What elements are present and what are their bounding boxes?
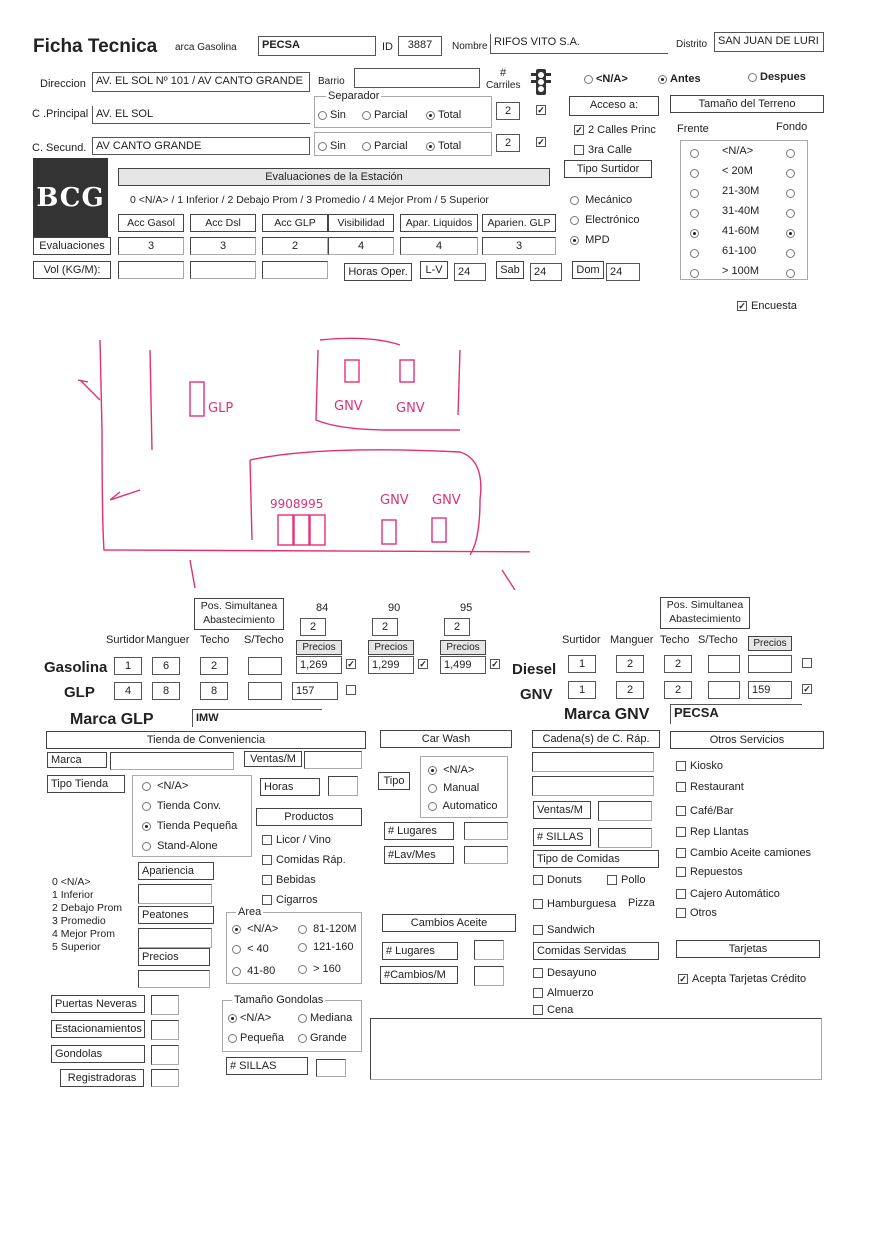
tarjetas-check[interactable]: ✓ Acepta Tarjetas Crédito <box>679 973 807 985</box>
gasolina-header-3: S/Techo <box>244 634 284 646</box>
sketch-gnv-text-3: GNV <box>380 493 409 508</box>
horas-oper-label: Horas Oper. <box>344 263 412 281</box>
terreno-frente-radio-0[interactable] <box>690 147 702 159</box>
gasolina-price-0[interactable]: 1,269 <box>296 656 342 674</box>
diesel-header-2: Techo <box>660 634 690 646</box>
terreno-frente-radio-3[interactable] <box>690 207 702 219</box>
tamano-gondolas-label: Tamaño Gondolas <box>234 994 324 1006</box>
registradoras-field[interactable] <box>151 1069 179 1087</box>
barrio-field[interactable] <box>354 68 480 88</box>
carriles-secund-check[interactable]: ✓ <box>537 137 545 148</box>
otros-servicio-check-7[interactable]: Otros <box>676 907 717 919</box>
pollo-check[interactable]: Pollo <box>607 874 645 886</box>
gasolina-row-label: Gasolina <box>44 659 108 676</box>
apariencia-label: Apariencia <box>138 862 214 880</box>
terreno-frente-radio-6[interactable] <box>690 267 702 279</box>
cambios-mes-field[interactable] <box>474 966 504 986</box>
diesel-header-1: Manguer <box>610 634 654 646</box>
lv-label: L-V <box>420 261 448 279</box>
traffic-light-icon <box>530 68 552 96</box>
gnv-price-check[interactable]: ✓ <box>803 684 811 695</box>
gondola-grande-radio[interactable]: Grande <box>298 1032 347 1044</box>
sketch-glp-text: GLP <box>208 401 234 416</box>
dom-field[interactable]: 24 <box>606 263 640 281</box>
tipo-tienda-radio-2[interactable]: Tienda Pequeña <box>142 820 237 832</box>
diesel-cell-0[interactable]: 1 <box>568 655 596 673</box>
bcg-logo: BCG <box>33 158 108 238</box>
car-wash-automatico-radio[interactable]: Automatico <box>428 800 497 812</box>
gasolina-cell-0[interactable]: 1 <box>114 657 142 675</box>
hamburguesa-check[interactable]: Hamburguesa <box>533 898 616 910</box>
sab-field[interactable]: 24 <box>530 263 562 281</box>
scale-item-5: 5 Superior <box>52 941 101 953</box>
terreno-frente-radio-4[interactable] <box>690 227 702 239</box>
marca-gnv-field[interactable]: PECSA <box>670 704 802 724</box>
gondolas-field[interactable] <box>151 1045 179 1065</box>
tipo-tienda-radio-0[interactable]: <N/A> <box>142 780 188 792</box>
c-principal-field[interactable]: AV. EL SOL <box>92 106 310 124</box>
estacionamientos-label: Estacionamientos <box>51 1020 145 1038</box>
tamano-gondolas-group <box>222 1000 362 1052</box>
pizza-label: Pizza <box>628 897 655 909</box>
carriles-principal-field[interactable]: 2 <box>496 102 520 120</box>
diesel-pos-label: Pos. Simultanea Abastecimiento <box>660 597 750 629</box>
peatones-label: Peatones <box>138 906 214 924</box>
diesel-cell-2[interactable]: 2 <box>664 655 692 673</box>
horas-label: Horas <box>260 778 320 796</box>
area-radio-3[interactable]: 121-160 <box>298 941 353 953</box>
cadena-sillas-field[interactable] <box>598 828 652 848</box>
eval-value-4[interactable]: 4 <box>400 237 478 255</box>
desayuno-check[interactable]: Desayuno <box>533 967 597 979</box>
separador-total-radio-1[interactable]: Total <box>426 109 461 121</box>
puertas-field[interactable] <box>151 995 179 1015</box>
tipo-tienda-label: Tipo Tienda <box>47 775 125 793</box>
cambios-mes-label: #Cambios/M <box>380 966 458 984</box>
area-radio-2[interactable]: < 40 <box>232 943 269 955</box>
terreno-fondo-radio-6[interactable] <box>786 267 798 279</box>
encuesta-check[interactable]: ✓ Encuesta <box>738 300 797 312</box>
diesel-header-0: Surtidor <box>562 634 601 646</box>
tienda-title: Tienda de Conveniencia <box>46 731 366 749</box>
gasolina-price-check-2[interactable]: ✓ <box>491 659 499 670</box>
c-principal-label: C .Principal <box>32 108 89 120</box>
cadena-title: Cadena(s) de C. Ráp. <box>532 730 660 748</box>
surtidor-mpd-radio[interactable]: MPD <box>570 234 610 246</box>
terreno-option-label-1: < 20M <box>722 165 753 177</box>
otros-servicio-check-5[interactable]: Repuestos <box>676 866 743 878</box>
tienda-ventas-field[interactable] <box>304 751 362 769</box>
area-label: Area <box>238 906 262 918</box>
producto-check-2[interactable]: Bebidas <box>262 874 316 886</box>
gondola-pequena-radio[interactable]: Pequeña <box>228 1032 284 1044</box>
precios-field[interactable] <box>138 970 210 988</box>
gasolina-pos-label: Pos. Simultanea Abastecimiento <box>194 598 284 630</box>
diesel-cell-3[interactable] <box>708 655 740 673</box>
cambios-lugares-field[interactable] <box>474 940 504 960</box>
surtidor-mecanico-radio[interactable]: Mecánico <box>570 194 632 206</box>
eval-col-5[interactable]: Aparien. GLP <box>482 214 556 232</box>
terreno-fondo-radio-0[interactable] <box>786 147 798 159</box>
separador-parcial-radio-1[interactable]: Parcial <box>362 109 408 121</box>
eval-col-4[interactable]: Apar. Liquidos <box>400 214 478 232</box>
cadena-field-2[interactable] <box>532 776 654 796</box>
gasolina-precios-label-2: Precios <box>440 640 486 655</box>
terreno-option-label-5: 61-100 <box>722 245 757 257</box>
otros-servicio-check-0[interactable]: Kiosko <box>676 760 723 772</box>
sketch-gnv-text-2: GNV <box>396 401 425 416</box>
gasolina-precios-label-1: Precios <box>368 640 414 655</box>
area-radio-4[interactable]: 41-80 <box>232 965 275 977</box>
octane-label-2: 95 <box>460 602 473 614</box>
timing-antes-radio[interactable]: Antes <box>658 73 701 85</box>
evaluaciones-label: Evaluaciones <box>33 237 111 255</box>
cadena-field-1[interactable] <box>532 752 654 772</box>
sketch-number-text: 9908995 <box>270 497 324 511</box>
area-radio-5[interactable]: > 160 <box>298 963 341 975</box>
apariencia-field[interactable] <box>138 884 212 904</box>
cadena-sillas-label: # SILLAS <box>533 828 591 846</box>
comidas-servidas-label: Comidas Servidas <box>533 942 659 960</box>
gasolina-price-2[interactable]: 1,499 <box>440 656 486 674</box>
tipo-tienda-radio-3[interactable]: Stand-Alone <box>142 840 218 852</box>
eval-value-3[interactable]: 4 <box>328 237 394 255</box>
gnv-cell-1[interactable]: 2 <box>616 681 644 699</box>
registradoras-label: Registradoras <box>60 1069 144 1087</box>
marca-gasolina-label: arca Gasolina <box>175 42 237 53</box>
terreno-frente-radio-1[interactable] <box>690 167 702 179</box>
cadena-ventas-label: Ventas/M <box>533 801 591 819</box>
gnv-cell-0[interactable]: 1 <box>568 681 596 699</box>
tienda-marca-field[interactable] <box>110 752 234 770</box>
timing-despues-radio[interactable]: Despues <box>748 71 806 83</box>
eval-col-1[interactable]: Acc Dsl <box>190 214 256 232</box>
separador-parcial-radio-2[interactable]: Parcial <box>362 140 408 152</box>
glp-cell-2[interactable]: 8 <box>200 682 228 700</box>
scale-item-1: 1 Inferior <box>52 889 94 901</box>
distrito-label: Distrito <box>676 39 708 50</box>
producto-check-3[interactable]: Cigarros <box>262 894 318 906</box>
area-radio-0[interactable]: <N/A> <box>232 923 278 935</box>
vol-field-3[interactable] <box>262 261 328 279</box>
car-wash-lav-field[interactable] <box>464 846 508 864</box>
terreno-fondo-radio-1[interactable] <box>786 167 798 179</box>
sillas-label: # SILLAS <box>226 1057 308 1075</box>
terreno-option-label-0: <N/A> <box>722 145 754 157</box>
gasolina-cell-1[interactable]: 6 <box>152 657 180 675</box>
sab-label: Sab <box>496 261 524 279</box>
c-secund-field[interactable]: AV CANTO GRANDE <box>92 137 310 155</box>
gasolina-cell-2[interactable]: 2 <box>200 657 228 675</box>
terreno-fondo-radio-3[interactable] <box>786 207 798 219</box>
dom-label: Dom <box>572 261 604 279</box>
producto-check-1[interactable]: Comidas Ráp. <box>262 854 346 866</box>
gasolina-price-check-1[interactable]: ✓ <box>419 659 427 670</box>
otros-servicio-check-3[interactable]: Rep Llantas <box>676 826 749 838</box>
terreno-option-label-6: > 100M <box>722 265 759 277</box>
terreno-button[interactable]: Tamaño del Terreno <box>670 95 824 113</box>
tipo-surtidor-button[interactable]: Tipo Surtidor <box>564 160 652 178</box>
car-wash-lugares-label: # Lugares <box>384 822 454 840</box>
carriles-secund-field[interactable]: 2 <box>496 134 520 152</box>
cambios-aceite-title: Cambios Aceite <box>382 914 516 932</box>
almuerzo-check[interactable]: Almuerzo <box>533 987 593 999</box>
gnv-row-label: GNV <box>520 686 553 703</box>
puertas-label: Puertas Neveras <box>51 995 145 1013</box>
separador-label: Separador <box>328 90 380 102</box>
marca-glp-field[interactable]: IMW <box>192 709 322 727</box>
gasolina-header-2: Techo <box>200 634 230 646</box>
carriles-principal-check[interactable]: ✓ <box>537 105 545 116</box>
tarjetas-title: Tarjetas <box>676 940 820 958</box>
eval-value-5[interactable]: 3 <box>482 237 556 255</box>
gasolina-pos-value-2[interactable]: 2 <box>444 618 470 636</box>
terreno-option-label-4: 41-60M <box>722 225 760 237</box>
gnv-cell-2[interactable]: 2 <box>664 681 692 699</box>
gasolina-price-check-0[interactable]: ✓ <box>347 659 355 670</box>
gasolina-header-0: Surtidor <box>106 634 145 646</box>
car-wash-lugares-field[interactable] <box>464 822 508 840</box>
marca-gnv-label: Marca GNV <box>564 706 650 723</box>
evaluaciones-scale: 0 <N/A> / 1 Inferior / 2 Debajo Prom / 3 Promedio / 4 Mejor Prom / 5 Superior <box>130 194 489 206</box>
carriles-hash: # <box>500 67 507 79</box>
marca-glp-label: Marca GLP <box>70 711 154 728</box>
notes-field[interactable] <box>370 1018 822 1080</box>
cambios-lugares-label: # Lugares <box>382 942 458 960</box>
glp-cell-3[interactable] <box>248 682 282 700</box>
octane-label-1: 90 <box>388 602 401 614</box>
terreno-frente-radio-2[interactable] <box>690 187 702 199</box>
eval-value-1[interactable]: 3 <box>190 237 256 255</box>
sillas-field[interactable] <box>316 1059 346 1077</box>
terreno-fondo-radio-2[interactable] <box>786 187 798 199</box>
gondola-mediana-radio[interactable]: Mediana <box>298 1012 352 1024</box>
gondola-na-radio[interactable]: <N/A> <box>228 1012 271 1024</box>
otros-servicio-check-2[interactable]: Café/Bar <box>676 805 733 817</box>
glp-cell-0[interactable]: 4 <box>114 682 142 700</box>
frente-label: Frente <box>677 123 709 135</box>
terreno-option-label-3: 31-40M <box>722 205 760 217</box>
productos-label: Productos <box>256 808 362 826</box>
glp-row-label: GLP <box>64 684 95 701</box>
sandwich-check[interactable]: Sandwich <box>533 924 595 936</box>
terreno-fondo-radio-5[interactable] <box>786 247 798 259</box>
scale-item-0: 0 <N/A> <box>52 876 91 888</box>
donuts-check[interactable]: Donuts <box>533 874 582 886</box>
tipo-comidas-label: Tipo de Comidas <box>533 850 659 868</box>
nombre-field[interactable]: RIFOS VITO S.A. <box>490 34 668 54</box>
diesel-cell-1[interactable]: 2 <box>616 655 644 673</box>
c-secund-label: C. Secund. <box>32 142 87 154</box>
surtidor-electronico-radio[interactable]: Electrónico <box>570 214 639 226</box>
acceso-button[interactable]: Acceso a: <box>569 96 659 116</box>
gnv-price[interactable]: 159 <box>748 681 792 699</box>
acceso-2calles-check[interactable]: ✓ 2 Calles Princ <box>575 124 656 136</box>
estacionamientos-field[interactable] <box>151 1020 179 1040</box>
sketch-glp-box <box>190 382 204 416</box>
cena-check[interactable]: Cena <box>533 1004 573 1016</box>
carriles-label: Carriles <box>486 80 521 91</box>
distrito-field[interactable]: SAN JUAN DE LURI <box>714 32 824 52</box>
marca-gasolina-field[interactable]: PECSA <box>258 36 376 56</box>
area-radio-1[interactable]: 81-120M <box>298 923 356 935</box>
scale-item-4: 4 Mejor Prom <box>52 928 116 940</box>
gasolina-cell-3[interactable] <box>248 657 282 675</box>
glp-cell-1[interactable]: 8 <box>152 682 180 700</box>
eval-value-0[interactable]: 3 <box>118 237 184 255</box>
scale-item-3: 3 Promedio <box>52 915 106 927</box>
marca-label: Marca <box>47 752 107 768</box>
gasolina-header-1: Manguer <box>146 634 190 646</box>
separador-sin-radio-2[interactable]: Sin <box>318 140 346 152</box>
nombre-label: Nombre <box>452 41 488 52</box>
scale-item-2: 2 Debajo Prom <box>52 902 123 914</box>
separador-total-radio-2[interactable]: Total <box>426 140 461 152</box>
otros-servicio-check-6[interactable]: Cajero Automático <box>676 888 780 900</box>
otros-servicios-title: Otros Servicios <box>670 731 824 749</box>
acceso-3racalle-check[interactable]: 3ra Calle <box>574 144 632 156</box>
timing-na-radio[interactable]: <N/A> <box>584 73 628 85</box>
sketch-gnv-text-4: GNV <box>432 493 461 508</box>
evaluaciones-title: Evaluaciones de la Estación <box>118 168 550 186</box>
peatones-field[interactable] <box>138 928 212 948</box>
gasolina-precios-label-0: Precios <box>296 640 342 655</box>
car-wash-manual-radio[interactable]: Manual <box>428 782 479 794</box>
gasolina-pos-value-1[interactable]: 2 <box>372 618 398 636</box>
eval-col-2[interactable]: Acc GLP <box>262 214 328 232</box>
id-label: ID <box>382 41 393 53</box>
direccion-label: Direccion <box>40 78 86 90</box>
diesel-price[interactable] <box>748 655 792 673</box>
producto-check-0[interactable]: Licor / Vino <box>262 834 331 846</box>
tipo-tienda-radio-1[interactable]: Tienda Conv. <box>142 800 221 812</box>
diesel-row-label: Diesel <box>512 661 557 678</box>
tienda-ventas-label: Ventas/M <box>244 751 302 767</box>
vol-field-2[interactable] <box>190 261 256 279</box>
car-wash-tipo-label: Tipo <box>378 772 410 790</box>
handwritten-site-sketch <box>60 320 530 590</box>
eval-col-3[interactable]: Visibilidad <box>328 214 394 232</box>
cadena-ventas-field[interactable] <box>598 801 652 821</box>
sketch-outline <box>100 340 530 552</box>
otros-servicio-check-1[interactable]: Restaurant <box>676 781 744 793</box>
eval-value-2[interactable]: 2 <box>262 237 328 255</box>
vol-label: Vol (KG/M): <box>33 261 111 279</box>
gondolas-label: Gondolas <box>51 1045 145 1063</box>
barrio-label: Barrio <box>318 76 345 87</box>
horas-field[interactable] <box>328 776 358 796</box>
gasolina-price-1[interactable]: 1,299 <box>368 656 414 674</box>
vol-field-1[interactable] <box>118 261 184 279</box>
precios-label: Precios <box>138 948 210 966</box>
glp-price[interactable]: 157 <box>292 682 338 700</box>
separador-sin-radio-1[interactable]: Sin <box>318 109 346 121</box>
terreno-option-label-2: 21-30M <box>722 185 760 197</box>
diesel-header-3: S/Techo <box>698 634 738 646</box>
car-wash-title: Car Wash <box>380 730 512 748</box>
fondo-label: Fondo <box>776 121 808 133</box>
diesel-price-check[interactable] <box>802 657 816 669</box>
glp-price-check[interactable] <box>346 684 360 696</box>
car-wash-lav-label: #Lav/Mes <box>384 846 454 864</box>
page-title: Ficha Tecnica <box>33 36 158 57</box>
gasolina-pos-value-0[interactable]: 2 <box>300 618 326 636</box>
gnv-cell-3[interactable] <box>708 681 740 699</box>
id-field[interactable]: 3887 <box>398 36 442 56</box>
car-wash-na-radio[interactable]: <N/A> <box>428 764 474 776</box>
direccion-field[interactable]: AV. EL SOL Nº 101 / AV CANTO GRANDE <box>92 72 310 92</box>
octane-label-0: 84 <box>316 602 329 614</box>
terreno-fondo-radio-4[interactable] <box>786 227 798 239</box>
diesel-precios-label: Precios <box>748 636 792 651</box>
sketch-gnv-text-1: GNV <box>334 399 363 414</box>
otros-servicio-check-4[interactable]: Cambio Aceite camiones <box>676 847 811 859</box>
eval-col-0[interactable]: Acc Gasol <box>118 214 184 232</box>
lv-field[interactable]: 24 <box>454 263 486 281</box>
terreno-frente-radio-5[interactable] <box>690 247 702 259</box>
